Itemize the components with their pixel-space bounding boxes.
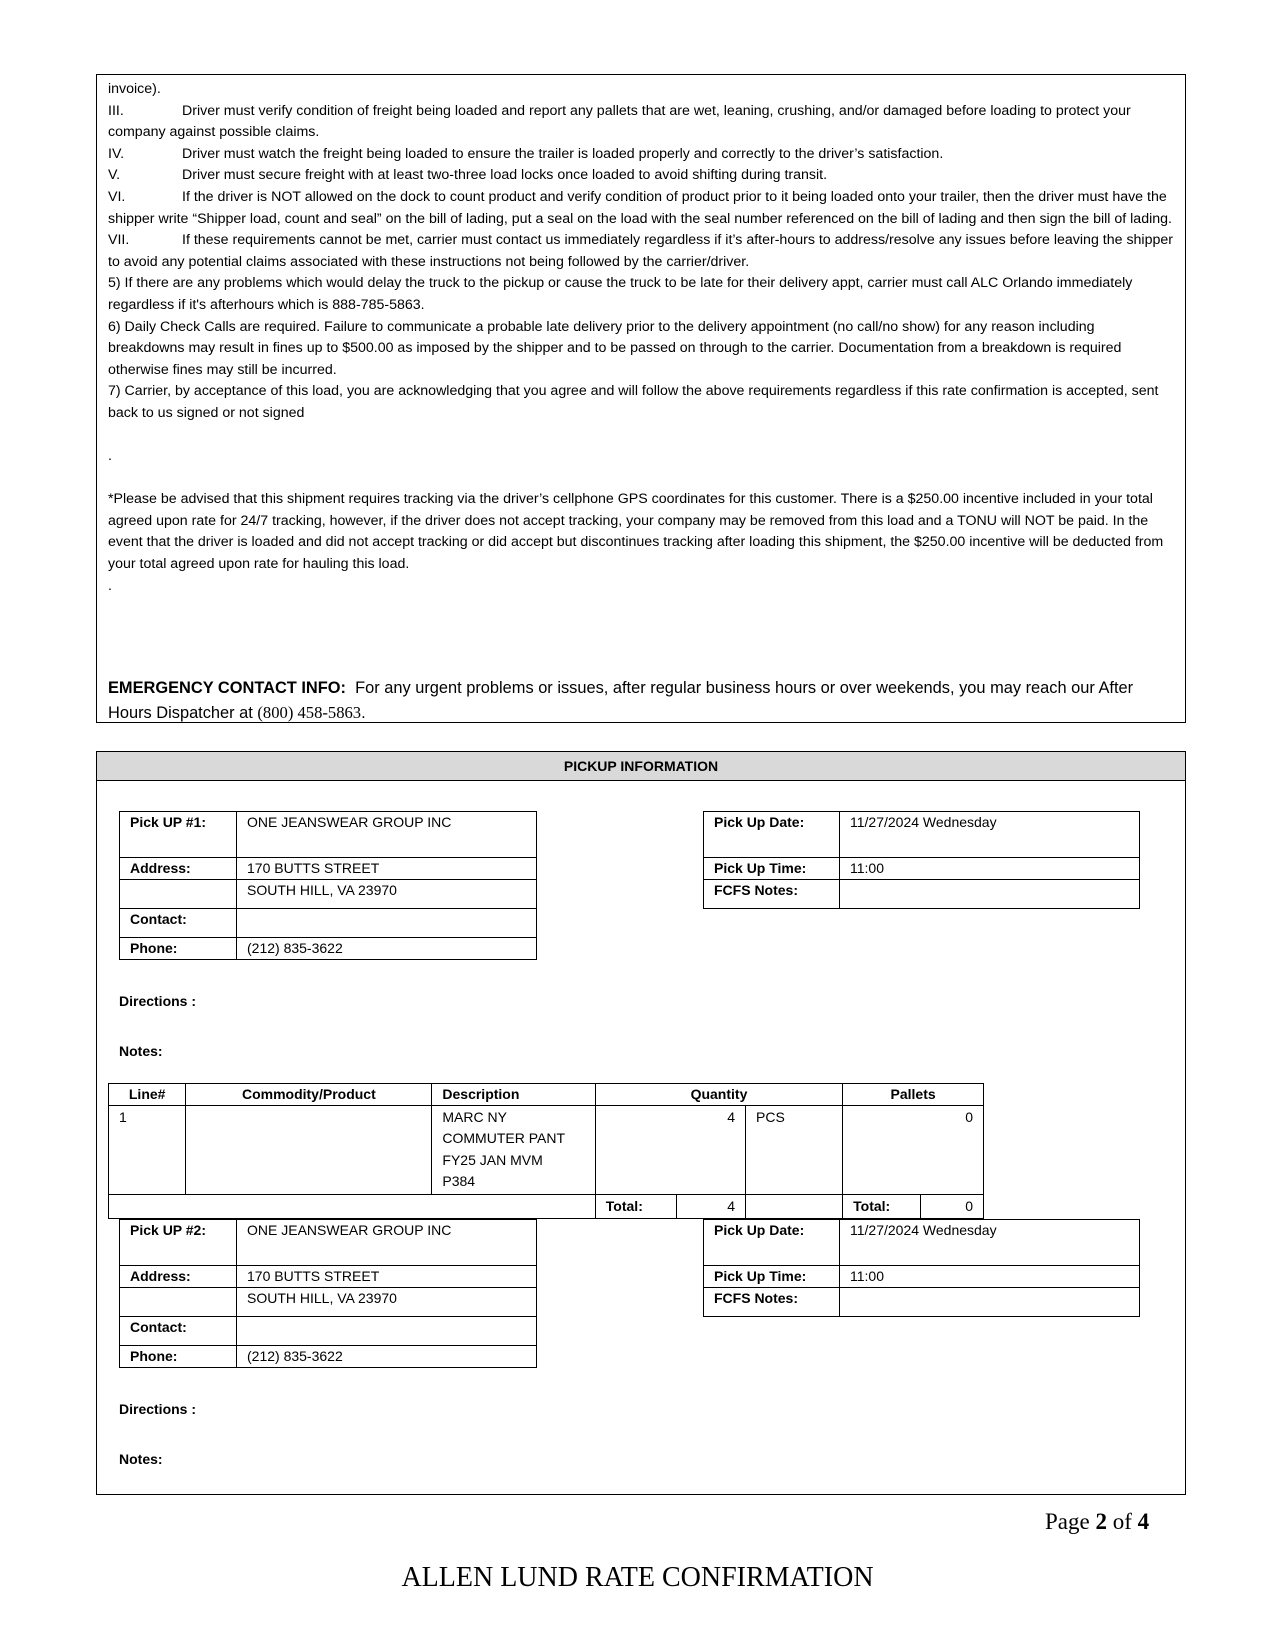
- terms-item-4-text: Driver must watch the freight being loaded to ensure the trailer is loaded properly and correctly to the driver’s satisfaction.: [182, 145, 944, 162]
- pickup-1-phone-label: Phone:: [120, 938, 237, 960]
- pickup-2-name: ONE JEANSWEAR GROUP INC: [237, 1220, 537, 1266]
- goods-header-quantity: Quantity: [595, 1084, 842, 1106]
- goods-total-row: [109, 1194, 984, 1218]
- page-prefix: Page: [1045, 1509, 1096, 1534]
- pickup-1-directions-label: Directions :: [119, 993, 197, 1009]
- pickup-1-details: [119, 811, 537, 960]
- pickup-1-address-line2: SOUTH HILL, VA 23970: [237, 880, 537, 909]
- document-title: ALLEN LUND RATE CONFIRMATION: [401, 1562, 874, 1593]
- goods-total-quantity-label: Total:: [595, 1194, 677, 1218]
- terms-text: [108, 79, 1174, 597]
- pickup-2-label: Pick UP #2:: [120, 1220, 237, 1266]
- pickup-1-label: Pick UP #1:: [120, 812, 237, 858]
- goods-unit: PCS: [746, 1106, 843, 1195]
- emergency-contact: [108, 677, 1174, 725]
- pickup-2-fcfs-label: FCFS Notes:: [704, 1288, 840, 1317]
- goods-description-line-1: MARC NY: [442, 1109, 507, 1125]
- goods-header-pallets: Pallets: [843, 1084, 984, 1106]
- pickup-2-date-label: Pick Up Date:: [704, 1220, 840, 1266]
- page-mid: of: [1106, 1509, 1138, 1534]
- goods-header-line: Line#: [109, 1084, 186, 1106]
- goods-total-pallets: 0: [920, 1194, 983, 1218]
- terms-line-0: invoice).: [108, 81, 161, 97]
- terms-item-3-text: Driver must verify condition of freight being loaded and report any pallets that are wet, leaning, crushing, and/or damaged before loading to protect your company against possible claims.: [108, 102, 1131, 141]
- pickup-2-phone: (212) 835-3622: [237, 1346, 537, 1368]
- pickup-2-contact: [237, 1317, 537, 1346]
- goods-header-commodity: Commodity/Product: [186, 1084, 432, 1106]
- pickup-2-directions-label: Directions :: [119, 1401, 197, 1417]
- goods-quantity: 4: [595, 1106, 745, 1195]
- terms-item-3-num: III.: [108, 102, 124, 119]
- pickup-2-date: 11/27/2024 Wednesday: [840, 1220, 1140, 1266]
- terms-box: [96, 74, 1186, 723]
- goods-description-line-3: FY25 JAN MVM: [442, 1151, 543, 1168]
- terms-dot-2: .: [108, 577, 112, 594]
- emergency-text: For any urgent problems or issues, after regular business hours or over weekends, you may reach our After Hours Dispatcher at: [108, 679, 1134, 722]
- pickup-2-fcfs: [840, 1288, 1140, 1317]
- terms-item-7: [108, 230, 1174, 273]
- terms-item-4-num: IV.: [108, 145, 125, 162]
- terms-item-6-num: VI.: [108, 188, 126, 205]
- page-current: 2: [1095, 1509, 1107, 1534]
- terms-item-6: [108, 187, 1174, 230]
- goods-commodity: [186, 1106, 432, 1195]
- terms-item-3: [108, 101, 1174, 144]
- pickup-1-date-label: Pick Up Date:: [704, 812, 840, 858]
- terms-para-5: 5) If there are any problems which would delay the truck to the pickup or cause the truck to be late for their delivery appt, carrier must call ALC Orlando immediately regardless if it's afterhours which is 888-785-5863.: [108, 275, 1133, 313]
- pickup-1-schedule: [703, 811, 1140, 909]
- goods-table: [108, 1083, 984, 1219]
- goods-total-pallets-label: Total:: [843, 1194, 921, 1218]
- pickup-1-address-line1: 170 BUTTS STREET: [237, 858, 537, 880]
- pickup-2-details: [119, 1219, 537, 1368]
- emergency-label: EMERGENCY CONTACT INFO:: [108, 679, 346, 697]
- pickup-1-date: 11/27/2024 Wednesday: [840, 812, 1140, 858]
- pickup-1-contact-label: Contact:: [120, 909, 237, 938]
- pickup-2-address-line2: SOUTH HILL, VA 23970: [237, 1288, 537, 1317]
- pickup-2-phone-label: Phone:: [120, 1346, 237, 1368]
- terms-item-5-num: V.: [108, 167, 121, 184]
- pickup-2-time: 11:00: [840, 1266, 1140, 1288]
- pickup-1-address-label: Address:: [120, 858, 237, 880]
- pickup-2-address-line1: 170 BUTTS STREET: [237, 1266, 537, 1288]
- goods-header-description: Description: [432, 1084, 595, 1106]
- goods-description: [432, 1106, 595, 1195]
- terms-item-6-text: If the driver is NOT allowed on the dock to count product and verify condition of product prior to it being loaded onto your trailer, then the driver must have the shipper write “Shipper load, count and seal” on the bill of lading, put a seal on the load with the seal number referenced on the bill of lading and then sign the bill of lading.: [108, 188, 1172, 227]
- pickup-1-phone: (212) 835-3622: [237, 938, 537, 960]
- goods-total-quantity: 4: [677, 1194, 746, 1218]
- goods-description-line-4: P384: [442, 1173, 476, 1190]
- goods-pallets: 0: [843, 1106, 984, 1195]
- pickup-1-time: 11:00: [840, 858, 1140, 880]
- terms-dot-1: .: [108, 448, 112, 465]
- terms-item-7-text: If these requirements cannot be met, carrier must contact us immediately regardless if it’s after-hours to address/resolve any issues before leaving the shipper to avoid any potential claims associated with these instructions not being followed by the carrier/driver.: [108, 232, 1173, 270]
- goods-description-line-2: COMMUTER PANT: [442, 1130, 566, 1147]
- pickup-2-notes-label: Notes:: [119, 1451, 163, 1467]
- goods-line-number: 1: [109, 1106, 186, 1195]
- pickup-2-schedule: [703, 1219, 1140, 1317]
- pickup-1-notes-label: Notes:: [119, 1043, 163, 1059]
- terms-item-5: [108, 165, 1174, 187]
- terms-item-7-num: VII.: [108, 232, 130, 249]
- pickup-2-time-label: Pick Up Time:: [704, 1266, 840, 1288]
- page-number: [1045, 1509, 1149, 1535]
- pickup-1-name: ONE JEANSWEAR GROUP INC: [237, 812, 537, 858]
- pickup-2-address-label: Address:: [120, 1266, 237, 1288]
- terms-item-5-text: Driver must secure freight with at least two-three load locks once loaded to avoid shifting during transit.: [182, 167, 828, 184]
- pickup-2-contact-label: Contact:: [120, 1317, 237, 1346]
- terms-para-6: 6) Daily Check Calls are required. Failure to communicate a probable late delivery prior to the delivery appointment (no call/no show) for any reason including breakdowns may result in fines up to $500.00 as imposed by the shipper and to be passed on through to the carrier. Documentation from a breakdown is required otherwise fines may still be incurred.: [108, 318, 1122, 378]
- emergency-phone: (800) 458-5863: [257, 702, 362, 722]
- pickup-1-fcfs: [840, 880, 1140, 909]
- emergency-end: .: [361, 703, 366, 722]
- pickup-1-contact: [237, 909, 537, 938]
- pickup-section-header: PICKUP INFORMATION: [97, 752, 1185, 781]
- terms-para-7: 7) Carrier, by acceptance of this load, you are acknowledging that you agree and will follow the above requirements regardless if this rate confirmation is accepted, sent back to us signed or not signed: [108, 383, 1159, 421]
- tracking-notice: *Please be advised that this shipment requires tracking via the driver’s cellphone GPS coordinates for this customer. There is a $250.00 incentive included in your total agreed upon rate for 24/7 tracking, however, if the driver does not accept tracking, your company may be removed from this load and a TONU will NOT be paid. In the event that the driver is loaded and did not accept tracking or did accept but discontinues tracking after loading this shipment, the $250.00 incentive will be deducted from your total agreed upon rate for hauling this load.: [108, 491, 1164, 573]
- terms-item-4: [108, 144, 1174, 166]
- pickup-1-time-label: Pick Up Time:: [704, 858, 840, 880]
- table-row: [109, 1106, 984, 1195]
- goods-header-row: [109, 1084, 984, 1106]
- pickup-1-fcfs-label: FCFS Notes:: [704, 880, 840, 909]
- pickup-section: [96, 751, 1186, 1495]
- page-total: 4: [1137, 1509, 1150, 1534]
